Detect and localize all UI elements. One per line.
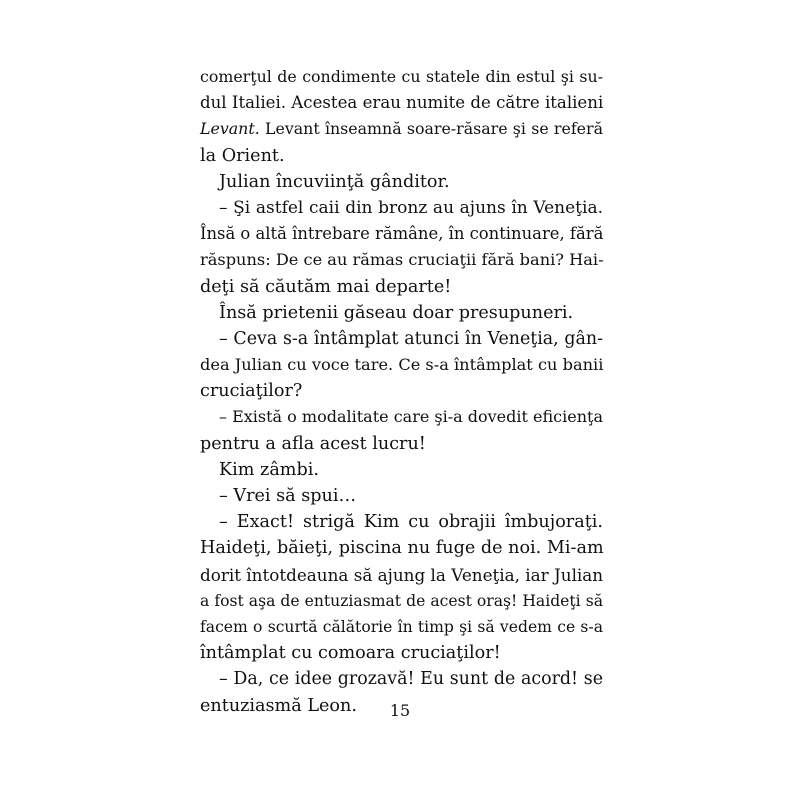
text-line: [200, 274, 603, 300]
line-text: răspuns: De ce au rămas cruciaţii fără bani? Hai-: [200, 250, 604, 270]
text-line: [200, 326, 603, 352]
line-text: – Şi astfel caii din bronz au ajuns în Veneţia.: [219, 197, 603, 218]
italic-term: Levant.: [200, 119, 260, 139]
line-text: cruciaţilor?: [200, 381, 303, 402]
line-text: – Exact! strigă Kim cu obrajii îmbujoraţi.: [219, 512, 603, 533]
text-line: [200, 614, 603, 640]
line-text: entuziasmă Leon.: [200, 695, 357, 716]
text-line: [200, 483, 603, 509]
line-text: facem o scurtă călătorie în timp şi să vedem ce s-a: [200, 617, 603, 636]
line-text: Însă prietenii găseau doar presupuneri.: [219, 302, 574, 323]
text-line: [200, 221, 603, 247]
text-line: [200, 457, 603, 483]
page-number: 15: [389, 701, 411, 720]
line-text: dorit întotdeauna să ajung la Veneţia, iar Julian: [200, 564, 604, 585]
line-text: întâmplat cu comoara cruciaţilor!: [200, 643, 501, 664]
line-text: – Da, ce idee grozavă! Eu sunt de acord! se: [219, 669, 603, 690]
line-text: la Orient.: [200, 145, 285, 166]
line-text: – Există o modalitate care şi-a dovedit eficienţa: [219, 407, 603, 427]
line-text: Însă o altă întrebare rămâne, în continuare, fără: [200, 224, 604, 244]
line-text: pentru a afla acest lucru!: [200, 433, 426, 454]
line-text: – Vrei să spui…: [219, 486, 357, 506]
line-text: a fost aşa de entuziasmat de acest oraş! Haideţi să: [200, 591, 603, 610]
line-text: Kim zâmbi.: [219, 459, 319, 480]
page-text: [200, 64, 603, 719]
text-line: [200, 535, 603, 561]
text-line: [200, 300, 603, 326]
line-text: dul Italiei. Acestea erau numite de către italieni: [200, 93, 604, 113]
text-line: [200, 116, 603, 142]
text-line: [200, 247, 603, 273]
text-line: [200, 404, 603, 430]
line-text: comerţul de condimente cu statele din estul şi su-: [200, 67, 603, 86]
text-line: [200, 143, 603, 169]
text-line: [200, 666, 603, 692]
text-line: [200, 64, 603, 90]
line-text: dea Julian cu voce tare. Ce s-a întâmplat cu banii: [200, 355, 604, 375]
text-line: [200, 169, 603, 195]
text-line: [200, 90, 603, 116]
line-text: deţi să căutăm mai departe!: [200, 276, 452, 297]
text-line: [200, 509, 603, 535]
text-line: [200, 195, 603, 221]
text-line: [200, 588, 603, 614]
line-text: – Ceva s-a întâmplat atunci în Veneţia, gân-: [219, 328, 603, 349]
line-text: Haideţi, băieţi, piscina nu fuge de noi. Mi-am: [200, 538, 604, 559]
text-line: [200, 562, 603, 588]
text-line: [200, 431, 603, 457]
line-text: Julian încuviinţă gânditor.: [219, 171, 450, 192]
text-line: [200, 378, 603, 404]
text-line: [200, 640, 603, 666]
line-text: Levant înseamnă soare-răsare şi se referă: [259, 119, 603, 139]
text-line: [200, 352, 603, 378]
